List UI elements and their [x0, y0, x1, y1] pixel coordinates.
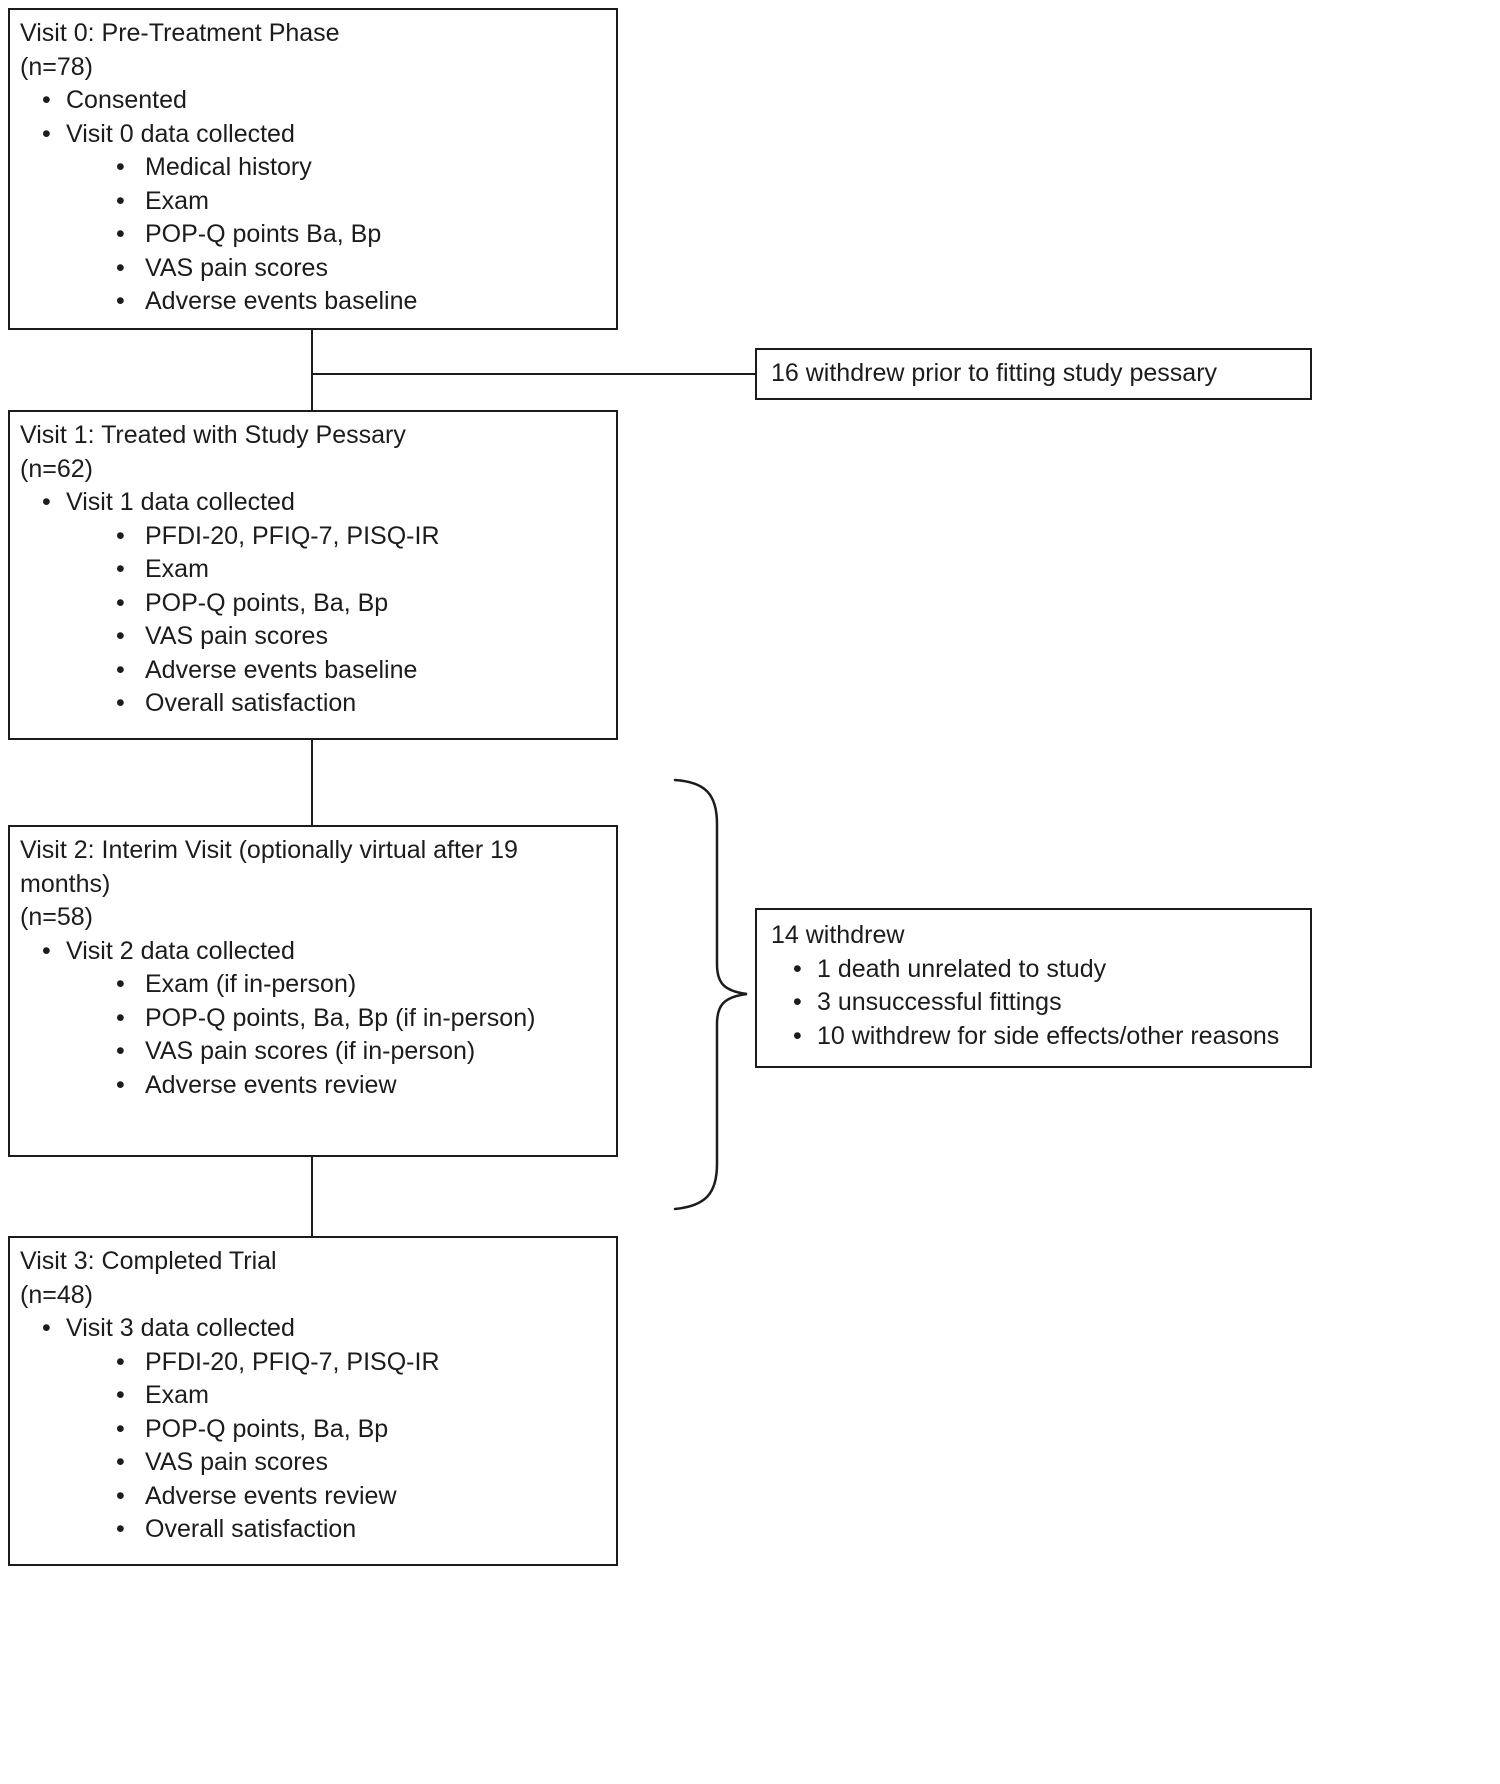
bullet-text: POP-Q points, Ba, Bp: [145, 1414, 389, 1443]
bullet-icon: •: [793, 988, 802, 1016]
withdrew-16-box: [755, 348, 1312, 400]
bullet-text: Exam: [145, 186, 209, 215]
bullet-icon: •: [116, 622, 125, 650]
bullet-item: [20, 1346, 608, 1380]
bullet-item: [20, 252, 608, 286]
bullet-item: [20, 1379, 608, 1413]
bullet-item: [20, 1312, 608, 1346]
bullet-text: VAS pain scores (if in-person): [145, 1037, 476, 1065]
bullet-item: [20, 553, 608, 587]
bullet-icon: •: [42, 488, 51, 516]
visit1-treated-box: [8, 410, 618, 740]
box-title-line: Visit 2: Interim Visit (optionally virtual after 19: [20, 836, 518, 864]
bullet-icon: •: [116, 1070, 125, 1099]
bullet-icon: •: [42, 1314, 51, 1342]
bullet-text: POP-Q points, Ba, Bp (if in-person): [145, 1003, 536, 1032]
bullet-item: [771, 953, 1302, 987]
bullet-text: VAS pain scores: [145, 1448, 328, 1476]
connector-branch-withdrew16: [312, 373, 755, 375]
bullet-item: [771, 1020, 1302, 1054]
bullet-item: [20, 1480, 608, 1514]
bullet-text: Medical history: [145, 153, 312, 181]
bullet-text: VAS pain scores: [145, 622, 328, 650]
bullet-icon: •: [42, 86, 51, 114]
bullet-item: [20, 935, 608, 969]
bullet-item: [20, 1069, 608, 1103]
bullet-item: [20, 1446, 608, 1480]
box-title-line: (n=58): [20, 903, 93, 931]
bullet-item: [771, 986, 1302, 1020]
bullet-text: Visit 3 data collected: [66, 1314, 295, 1342]
bullet-icon: •: [116, 1003, 125, 1032]
bullet-item: [20, 1035, 608, 1069]
bullet-icon: •: [793, 1021, 802, 1050]
bullet-text: Exam (if in-person): [145, 970, 357, 998]
bullet-icon: •: [42, 119, 51, 148]
bullet-text: POP-Q points, Ba, Bp: [145, 588, 389, 617]
bullet-item: [20, 151, 608, 185]
bullet-icon: •: [116, 689, 125, 717]
bullet-item: [20, 1513, 608, 1547]
box-title-line: months): [20, 869, 111, 898]
bullet-item: [20, 968, 608, 1002]
bullet-icon: •: [116, 588, 125, 617]
bullet-text: Visit 2 data collected: [66, 936, 295, 965]
connector-visit0-visit1: [311, 330, 313, 410]
curly-brace-withdrawals: [655, 772, 765, 1217]
bullet-text: Consented: [66, 86, 187, 114]
box-title-line: (n=78): [20, 52, 93, 81]
bullet-icon: •: [116, 1515, 125, 1543]
bullet-item: [20, 486, 608, 520]
bullet-item: [20, 587, 608, 621]
bullet-icon: •: [116, 253, 125, 282]
box-title-line: (n=62): [20, 454, 93, 483]
bullet-text: Visit 1 data collected: [66, 488, 295, 516]
box-title-line: Visit 3: Completed Trial: [20, 1247, 277, 1275]
bullet-item: [20, 118, 608, 152]
box-title-line: 16 withdrew prior to fitting study pessary: [771, 359, 1218, 388]
bullet-text: Exam: [145, 1381, 209, 1409]
bullet-text: Adverse events review: [145, 1070, 397, 1099]
bullet-text: PFDI-20, PFIQ-7, PISQ-IR: [145, 1347, 440, 1376]
bullet-icon: •: [116, 220, 125, 248]
bullet-icon: •: [116, 970, 125, 998]
bullet-text: 3 unsuccessful fittings: [817, 988, 1062, 1016]
bullet-icon: •: [116, 1448, 125, 1476]
bullet-icon: •: [116, 521, 125, 550]
bullet-text: 10 withdrew for side effects/other reasons: [817, 1021, 1280, 1050]
bullet-text: VAS pain scores: [145, 253, 328, 282]
visit2-interim-box: [8, 825, 618, 1157]
bullet-icon: •: [42, 936, 51, 965]
visit0-pretreatment-box: [8, 8, 618, 330]
bullet-text: Overall satisfaction: [145, 1515, 357, 1543]
bullet-text: Adverse events review: [145, 1481, 397, 1510]
bullet-icon: •: [116, 655, 125, 684]
bullet-icon: •: [116, 1481, 125, 1510]
bullet-item: [20, 687, 608, 721]
bullet-icon: •: [116, 1347, 125, 1376]
bullet-icon: •: [793, 954, 802, 983]
bullet-icon: •: [116, 287, 125, 315]
bullet-icon: •: [116, 1414, 125, 1443]
connector-visit2-visit3: [311, 1157, 313, 1236]
bullet-icon: •: [116, 186, 125, 215]
bullet-item: [20, 84, 608, 118]
box-title-line: Visit 0: Pre-Treatment Phase: [20, 19, 340, 47]
bullet-item: [20, 218, 608, 252]
visit3-completed-box: [8, 1236, 618, 1566]
box-title-line: (n=48): [20, 1280, 93, 1309]
bullet-text: 1 death unrelated to study: [817, 954, 1107, 983]
box-title-line: 14 withdrew: [771, 921, 905, 949]
bullet-text: Adverse events baseline: [145, 287, 418, 315]
bullet-icon: •: [116, 555, 125, 583]
bullet-icon: •: [116, 153, 125, 181]
withdrew-14-box: [755, 908, 1312, 1068]
bullet-item: [20, 620, 608, 654]
connector-visit1-visit2: [311, 740, 313, 825]
bullet-icon: •: [116, 1037, 125, 1065]
bullet-item: [20, 520, 608, 554]
bullet-text: Visit 0 data collected: [66, 119, 295, 148]
bullet-item: [20, 1002, 608, 1036]
bullet-item: [20, 654, 608, 688]
bullet-icon: •: [116, 1381, 125, 1409]
bullet-item: [20, 185, 608, 219]
bullet-item: [20, 1413, 608, 1447]
bullet-text: Adverse events baseline: [145, 655, 418, 684]
bullet-text: PFDI-20, PFIQ-7, PISQ-IR: [145, 521, 440, 550]
bullet-text: POP-Q points Ba, Bp: [145, 220, 382, 248]
box-title-line: Visit 1: Treated with Study Pessary: [20, 421, 406, 449]
bullet-item: [20, 285, 608, 319]
bullet-text: Exam: [145, 555, 209, 583]
bullet-text: Overall satisfaction: [145, 689, 357, 717]
